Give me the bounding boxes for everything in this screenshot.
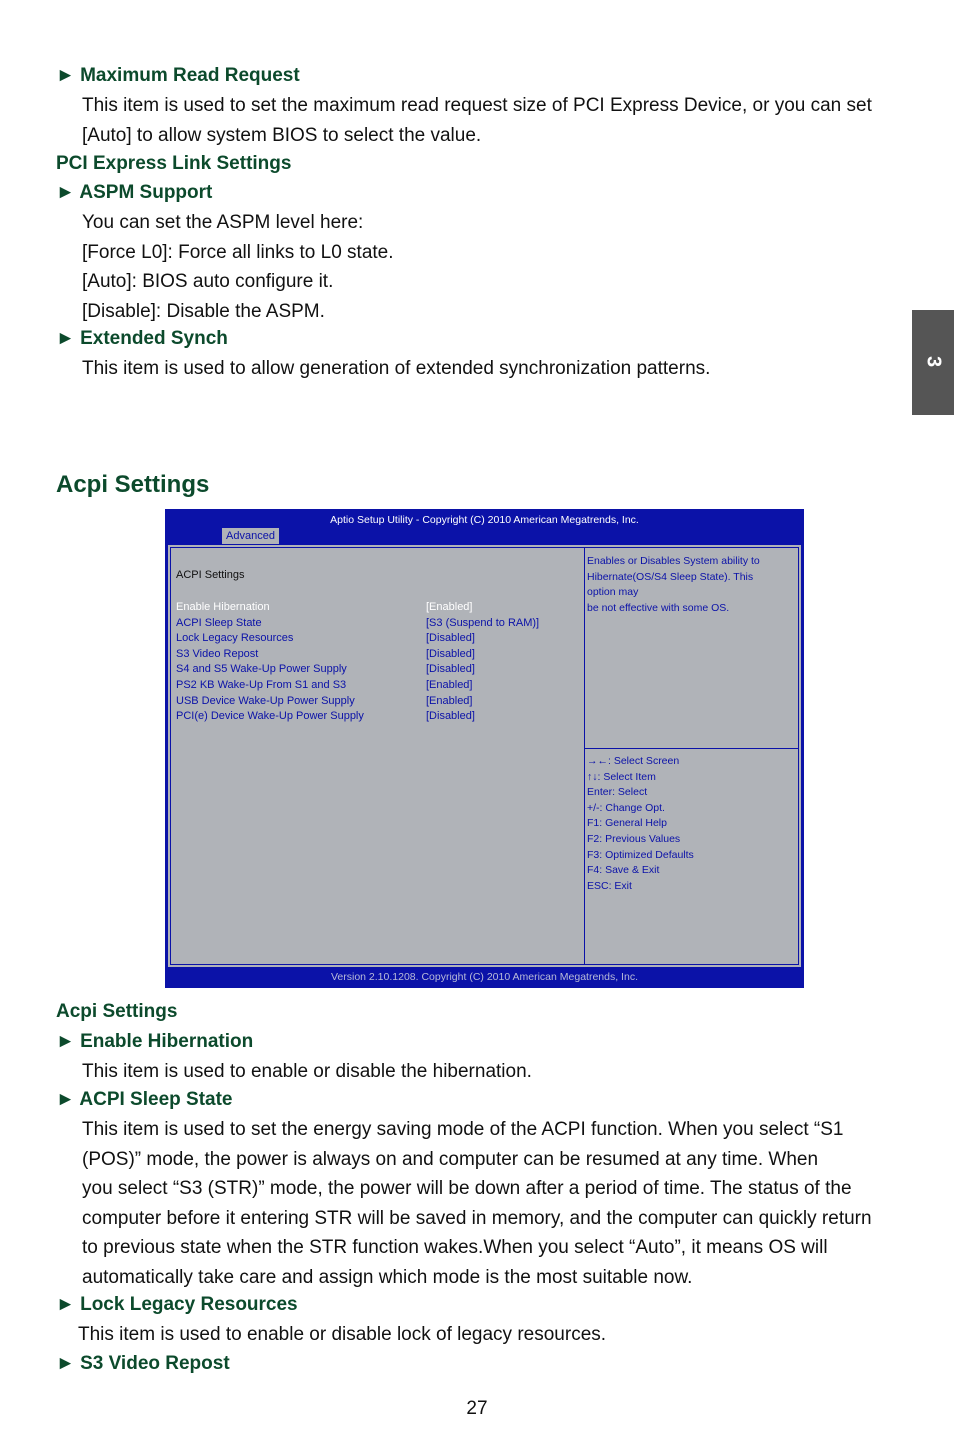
lock-legacy-desc xyxy=(78,1320,606,1350)
help-line: Hibernate(OS/S4 Sleep State). This xyxy=(587,570,754,583)
bios-value[interactable]: [Disabled] xyxy=(426,710,475,723)
extended-synch-desc xyxy=(82,354,710,384)
help-line: Enables or Disables System ability to xyxy=(587,555,760,567)
bios-screenshot xyxy=(165,509,804,988)
chapter-number: 3 xyxy=(922,355,945,368)
chapter-tab xyxy=(912,310,954,415)
bios-value[interactable]: [Enabled] xyxy=(426,679,473,691)
text-line: This item is used to allow generation of extended synchronization patterns. xyxy=(82,358,711,379)
bios-footer: Version 2.10.1208. Copyright (C) 2010 American Megatrends, Inc. xyxy=(330,971,638,983)
heading-enable-hibernation: ► Enable Hibernation xyxy=(56,1031,254,1052)
legend-general-help: F1: General Help xyxy=(587,817,667,830)
bios-value[interactable]: [S3 (Suspend to RAM)] xyxy=(426,616,540,629)
heading-pci-link-settings: PCI Express Link Settings xyxy=(56,153,292,174)
page-number: 27 xyxy=(466,1398,488,1419)
heading-acpi-sleep-state: ► ACPI Sleep State xyxy=(56,1089,233,1110)
heading-aspm-support: ► ASPM Support xyxy=(56,182,213,203)
text-line: to previous state when the STR function wakes.When you select “Auto”, it means OS will xyxy=(82,1237,828,1258)
bios-value[interactable]: [Enabled] xyxy=(426,694,473,707)
text-line: This item is used to set the maximum read request size of PCI Express Device, or you can set xyxy=(82,95,872,116)
text-line: [Auto]: BIOS auto configure it. xyxy=(82,271,334,292)
text-line: [Disable]: Disable the ASPM. xyxy=(82,300,325,322)
help-text xyxy=(587,554,760,616)
legend-enter: Enter: Select xyxy=(587,786,648,799)
bios-item-s4-s5-wake-up[interactable]: S4 and S5 Wake-Up Power Supply xyxy=(176,663,347,676)
text-line: This item is used to set the energy saving mode of the ACPI function. When you select “S1 xyxy=(82,1119,844,1140)
heading-lock-legacy-resources: ► Lock Legacy Resources xyxy=(56,1294,298,1315)
max-read-request-desc xyxy=(82,91,872,150)
bios-item-lock-legacy-resources[interactable]: Lock Legacy Resources xyxy=(176,632,294,645)
heading-s3-video-repost: ► S3 Video Repost xyxy=(56,1353,230,1374)
text-line: you select “S3 (STR)” mode, the power will be down after a period of time. The status of the xyxy=(82,1178,852,1199)
acpi-settings-title: Acpi Settings xyxy=(56,471,210,498)
bios-item-pcie-wake-up[interactable]: PCI(e) Device Wake-Up Power Supply xyxy=(176,710,364,723)
bios-value[interactable]: [Disabled] xyxy=(426,632,475,645)
help-line: option may xyxy=(587,586,639,599)
text-line: [Auto] to allow system BIOS to select the value. xyxy=(82,124,482,146)
text-line: automatically take care and assign which mode is the most suitable now. xyxy=(82,1266,693,1288)
bios-item-enable-hibernation[interactable]: Enable Hibernation xyxy=(176,601,270,613)
tab-advanced[interactable]: Advanced xyxy=(222,528,279,544)
legend-esc-exit: ESC: Exit xyxy=(587,879,632,892)
text-line: (POS)” mode, the power is always on and computer can be resumed at any time. When xyxy=(82,1148,819,1170)
bios-item-s3-video-repost[interactable]: S3 Video Repost xyxy=(176,647,259,660)
legend-optimized-defaults: F3: Optimized Defaults xyxy=(587,848,694,861)
acpi-sleep-state-desc xyxy=(82,1115,872,1292)
bios-item-ps2-kb-wake-up[interactable]: PS2 KB Wake-Up From S1 and S3 xyxy=(176,679,347,691)
enable-hibernation-desc xyxy=(82,1057,532,1087)
text-line: This item is used to enable or disable lock of legacy resources. xyxy=(78,1324,607,1345)
aspm-desc xyxy=(82,208,394,326)
heading-acpi-settings: Acpi Settings xyxy=(56,1001,178,1022)
bios-title: Aptio Setup Utility - Copyright (C) 2010 American Megatrends, Inc. xyxy=(330,514,639,526)
legend-previous-values: F2: Previous Values xyxy=(587,832,681,845)
bios-item-usb-wake-up[interactable]: USB Device Wake-Up Power Supply xyxy=(176,694,355,707)
text-line: This item is used to enable or disable the hibernation. xyxy=(82,1061,532,1082)
heading-max-read-request: ► Maximum Read Request xyxy=(56,65,300,86)
heading-extended-synch: ► Extended Synch xyxy=(56,328,228,349)
text-line: [Force L0]: Force all links to L0 state. xyxy=(82,241,394,263)
bios-value[interactable]: [Disabled] xyxy=(426,663,475,676)
bios-value[interactable]: [Disabled] xyxy=(426,647,475,660)
bios-value[interactable]: [Enabled] xyxy=(426,601,473,613)
legend-change-opt: +/-: Change Opt. xyxy=(587,801,665,814)
text-line: computer before it entering STR will be saved in memory, and the computer can quickly return xyxy=(82,1207,872,1229)
bios-section-title: ACPI Settings xyxy=(176,569,245,581)
legend-select-screen: →←: Select Screen xyxy=(587,755,680,767)
bios-item-acpi-sleep-state[interactable]: ACPI Sleep State xyxy=(176,616,262,629)
legend-select-item: ↑↓: Select Item xyxy=(587,770,656,783)
key-legend xyxy=(587,754,694,894)
text-line: You can set the ASPM level here: xyxy=(82,212,364,233)
bios-panel xyxy=(168,545,801,967)
help-line: be not effective with some OS. xyxy=(587,601,730,614)
legend-save-exit: F4: Save & Exit xyxy=(587,864,660,877)
